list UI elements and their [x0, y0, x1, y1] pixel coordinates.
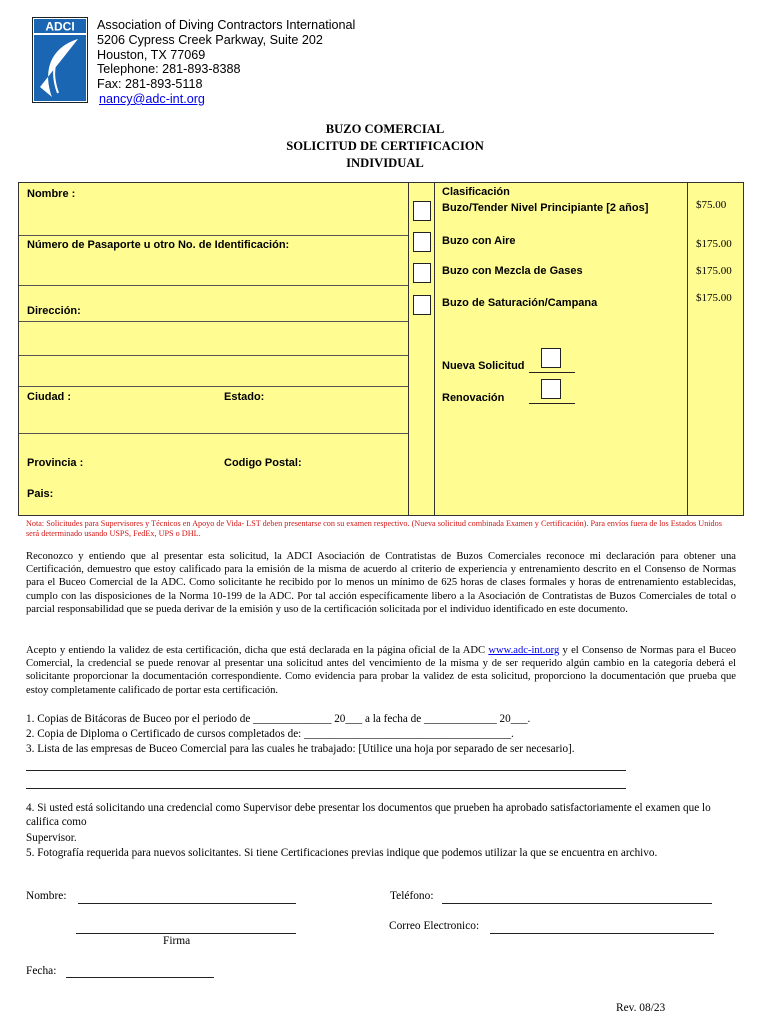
item-4: 4. Si usted está solicitando una credencial como Supervisor debe presentar los documentos que prueben ha aprobado satisfactoriamente el examen que lo califica como	[26, 802, 711, 829]
renovacion-label: Renovación	[442, 392, 505, 404]
title-line-3: INDIVIDUAL	[346, 156, 424, 170]
clasificacion-label: Clasificación	[442, 186, 510, 198]
nueva-solicitud-label: Nueva Solicitud	[442, 360, 525, 372]
pais-label: Pais:	[27, 488, 54, 500]
nombre-signature-label: Nombre:	[26, 890, 67, 902]
adci-logo	[32, 17, 88, 103]
price-buzo-saturacion: $175.00	[696, 292, 732, 304]
estado-label: Estado:	[224, 391, 265, 403]
application-form	[18, 182, 744, 516]
ciudad-label: Ciudad :	[27, 391, 71, 403]
companies-line	[26, 770, 626, 771]
title-line-2: SOLICITUD DE CERTIFICACION	[286, 139, 484, 153]
codigo-postal-label: Codigo Postal:	[224, 457, 302, 469]
telefono-label: Teléfono:	[390, 890, 434, 902]
adc-website-link[interactable]: www.adc-int.org	[488, 645, 560, 656]
org-fax: Fax: 281-893-5118	[97, 77, 203, 92]
correo-label: Correo Electronico:	[389, 920, 480, 932]
pasaporte-label: Número de Pasaporte u otro No. de Identificación:	[27, 239, 290, 251]
price-buzo-aire: $175.00	[696, 238, 732, 250]
org-name: Association of Diving Contractors International	[97, 18, 356, 32]
paragraph-validity-text-2: y el Consenso de Normas para el Buceo Comercial, la credencial se puede renovar al presentar una solicitud antes del vencimiento de la misma y de ser requerido algún cambio en la categoría deberá el solicitante proporcionar la documentación correspondiente. Como evidencia para probar la validez de esta solicitud, proporciono la documentación que prueba que estoy completamente calificado de portar esta certificación.	[26, 645, 736, 696]
nombre-label: Nombre :	[27, 188, 76, 200]
firma-label: Firma	[163, 935, 191, 947]
form-divider-left	[408, 183, 409, 515]
nueva-underline	[529, 372, 575, 373]
org-email-link[interactable]: nancy@adc-int.org	[99, 91, 205, 106]
field-line	[19, 355, 408, 356]
item-5: 5. Fotografía requerida para nuevos solicitantes. Si tiene Certificaciones previas indique que podemos utilizar la que se encuentra en archivo.	[26, 847, 658, 859]
field-line	[19, 235, 408, 236]
svg-text:ADCI: ADCI	[45, 19, 75, 34]
item-3: 3. Lista de las empresas de Buceo Comercial para las cuales he trabajado: [Utilice una hoja por separado de ser necesario].	[26, 743, 575, 755]
checkbox-nueva-solicitud[interactable]	[541, 348, 561, 368]
revision-footer: Rev. 08/23	[616, 1002, 666, 1014]
firma-line[interactable]	[76, 933, 296, 934]
item-4-continued: Supervisor.	[26, 832, 77, 844]
checkbox-buzo-saturacion[interactable]	[413, 295, 431, 315]
option-label-buzo-aire: Buzo con Aire	[442, 235, 516, 247]
option-label-buzo-mezcla: Buzo con Mezcla de Gases	[442, 265, 583, 277]
field-line	[19, 321, 408, 322]
org-address-line2: Houston, TX 77069	[97, 47, 206, 62]
field-line	[19, 285, 408, 286]
org-telephone: Telephone: 281-893-8388	[97, 62, 241, 77]
item-1: 1. Copias de Bitácoras de Buceo por el periodo de ______________ 20___ a la fecha de _____________ 20___.	[26, 713, 531, 725]
paragraph-validity	[26, 644, 736, 697]
direccion-label: Dirección:	[27, 305, 81, 317]
provincia-label: Provincia :	[27, 457, 84, 469]
form-divider-price	[687, 183, 688, 515]
org-header	[97, 18, 355, 107]
form-divider-checks	[434, 183, 435, 515]
option-label-buzo-tender: Buzo/Tender Nivel Principiante [2 años]	[442, 202, 649, 214]
page-title	[0, 121, 770, 172]
correo-line[interactable]	[490, 933, 714, 934]
checkbox-buzo-aire[interactable]	[413, 232, 431, 252]
field-line	[19, 433, 408, 434]
title-line-1: BUZO COMERCIAL	[325, 122, 445, 136]
fecha-line[interactable]	[66, 977, 214, 978]
checkbox-buzo-tender[interactable]	[413, 201, 431, 221]
field-line	[19, 386, 408, 387]
item-2: 2. Copia de Diploma o Certificado de cursos completados de: _____________________________________.	[26, 728, 514, 740]
renovacion-underline	[529, 403, 575, 404]
fecha-label: Fecha:	[26, 965, 57, 977]
checkbox-buzo-mezcla[interactable]	[413, 263, 431, 283]
price-buzo-tender: $75.00	[696, 199, 727, 211]
note-text: Nota: Solicitudes para Supervisores y Técnicos en Apoyo de Vida- LST deben presentarse con su examen respectivo. (Nueva solicitud combinada Examen y Certificación). Para envíos fuera de los Estados Unidos será determinado usando USPS, FedEx, UPS o DHL.	[26, 519, 722, 538]
companies-line	[26, 788, 626, 789]
price-buzo-mezcla: $175.00	[696, 265, 732, 277]
paragraph-validity-text: Acepto y entiendo la validez de esta certificación, dicha que está declarada en la página oficial de la ADC	[26, 645, 489, 656]
org-address-line1: 5206 Cypress Creek Parkway, Suite 202	[97, 32, 323, 47]
telefono-line[interactable]	[442, 903, 712, 904]
option-label-buzo-saturacion: Buzo de Saturación/Campana	[442, 297, 598, 309]
checkbox-renovacion[interactable]	[541, 379, 561, 399]
nombre-signature-line[interactable]	[78, 903, 296, 904]
paragraph-acknowledgement: Reconozco y entiendo que al presentar esta solicitud, la ADCI Asociación de Contratistas de Buzos Comerciales reconoce mi declaración para obtener una Certificación, demuestro que estoy calificado para la emisión de la misma de acuerdo al criterio de experiencia y entrenamiento descrito en el Consenso de Normas para el Buceo Comercial de la ADC. Como solicitante he recibido por lo menos un mínimo de 625 horas de clases formales y horas de entrenamiento establecidas, cumplo con las disposiciones de la Norma 10-199 de la ADC. Por tal acción específicamente libero a la Asociación de Contratistas de Buzos Comerciales de total o parcial responsabilidad que se pueda derivar de la emisión y uso de la certificación solicitada por el individuo identificado en este documento.	[26, 551, 736, 615]
